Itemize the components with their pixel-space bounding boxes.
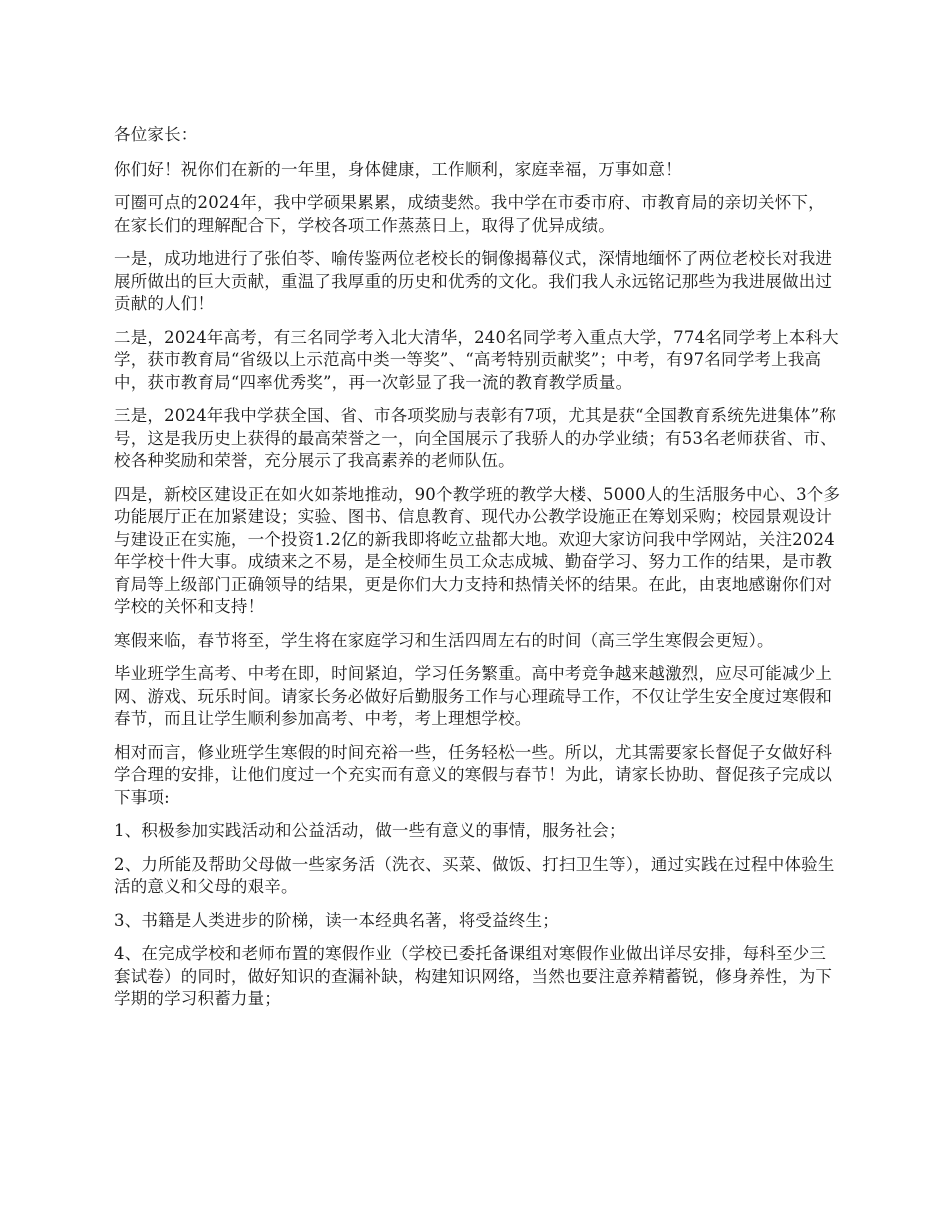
list-item-3: 3、书籍是人类进步的阶梯，读一本经典名著，将受益终生； — [114, 910, 559, 930]
paragraph-achievement-1: 一是，成功地进行了张伯苓、喻传鉴两位老校长的铜像揭幕仪式，深情地缅怀了两位老校长对我进展所做出的巨大贡献，重温了我厚重的历史和优秀的文化。我们我人永远铭记那些为我进展做出过贡献的人们！ — [114, 249, 833, 313]
paragraph-wishes: 你们好！祝你们在新的一年里，身体健康，工作顺利，家庭幸福，万事如意！ — [114, 159, 682, 179]
list-item-2: 2、力所能及帮助父母做一些家务活（洗衣、买菜、做饭、打扫卫生等），通过实践在过程中体验生活的意义和父母的艰辛。 — [114, 854, 835, 896]
paragraph-graduating-students: 毕业班学生高考、中考在即，时间紧迫，学习任务繁重。高中考竞争越来越激烈，应尽可能减少上网、游戏、玩乐时间。请家长务必做好后勤服务工作与心理疏导工作，不仅让学生安全度过寒假和春节，而且让学生顺利参加高考、中考，考上理想学校。 — [114, 664, 833, 728]
paragraph-achievement-4: 四是，新校区建设正在如火如荼地推动，90个教学班的教学大楼、5000人的生活服务中心、3个多功能展厅正在加紧建设；实验、图书、信息教育、现代办公教学设施正在筹划采购；校园景观设计与建设正在实施，一个投资1.2亿的新我即将屹立盐都大地。欢迎大家访问我中学网站，关注2024年学校十件大事。成绩来之不易，是全校师生员工众志成城、勤奋学习、努力工作的结果，是市教育局等上级部门正确领导的结果，更是你们大力支持和热情关怀的结果。在此，由衷地感谢你们对学校的关怀和支持！ — [114, 484, 841, 616]
letter-body — [114, 124, 841, 1022]
list-item-1: 1、积极参加实践活动和公益活动，做一些有意义的事情，服务社会； — [114, 821, 626, 840]
paragraph-non-graduating-students: 相对而言，修业班学生寒假的时间充裕一些，任务轻松一些。所以，尤其需要家长督促子女做好科学合理的安排，让他们度过一个充实而有意义的寒假与春节！为此，请家长协助、督促孩子完成以下事项: — [114, 742, 833, 807]
paragraph-summary: 可圈可点的2024年，我中学硕果累累，成绩斐然。我中学在市委市府、市教育局的亲切关怀下，在家长们的理解配合下，学校各项工作蒸蒸日上，取得了优异成绩。 — [114, 193, 825, 235]
paragraph-winter-break: 寒假来临，春节将至，学生将在家庭学习和生活四周左右的时间（高三学生寒假会更短）。 — [114, 630, 774, 650]
list-item-4: 4、在完成学校和老师布置的寒假作业（学校已委托备课组对寒假作业做出详尽安排，每科至少三套试卷）的同时，做好知识的查漏补缺，构建知识网络，当然也要注意养精蓄锐，修身养性，为下学期的学习积蓄力量； — [114, 944, 833, 1008]
paragraph-achievement-3: 三是，2024年我中学获全国、省、市各项奖励与表彰有7项，尤其是获“全国教育系统先进集体”称号，这是我历史上获得的最高荣誉之一，向全国展示了我骄人的办学业绩；有53名老师获省、市、校各种奖励和荣誉，充分展示了我高素养的老师队伍。 — [114, 406, 837, 470]
paragraph-achievement-2: 二是，2024年高考，有三名同学考入北大清华，240名同学考入重点大学，774名同学考上本科大学，获市教育局“省级以上示范高中类一等奖”、“高考特别贡献奖”；中考，有97名同学考上我高中，获市教育局“四率优秀奖”，再一次彰显了我一流的教育教学质量。 — [114, 327, 839, 392]
greeting: 各位家长： — [114, 125, 198, 144]
